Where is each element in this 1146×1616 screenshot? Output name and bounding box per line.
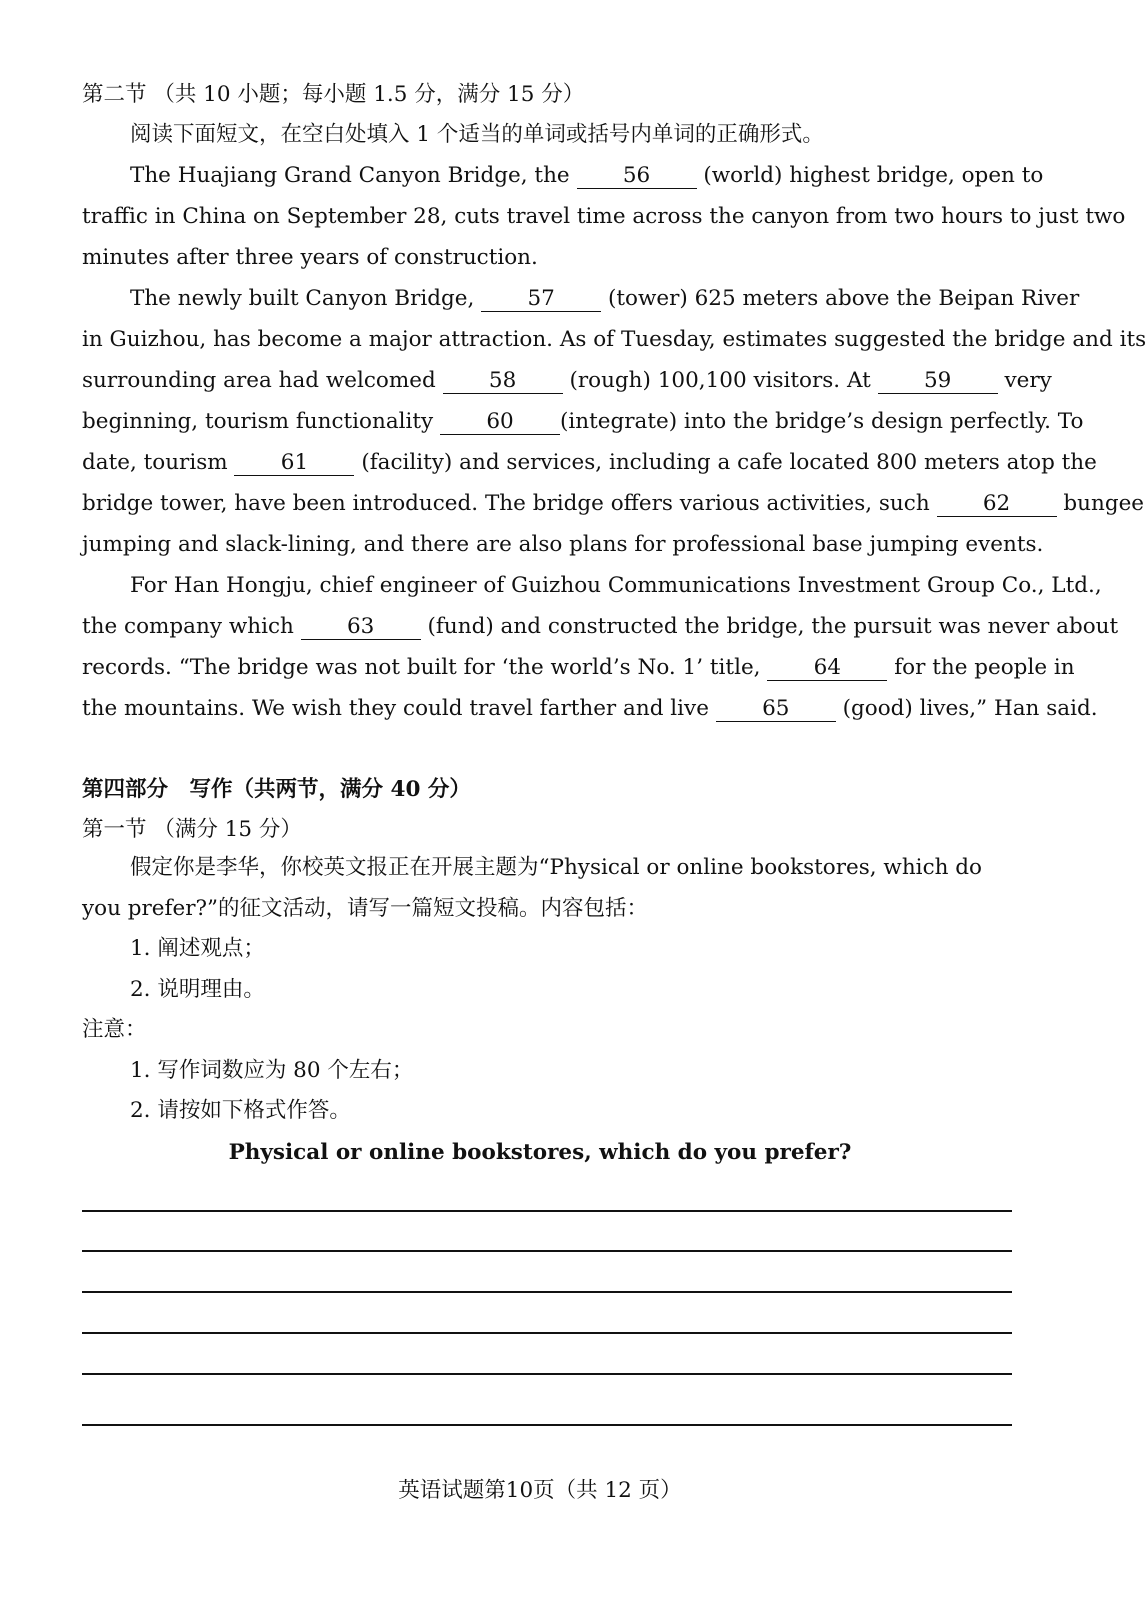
text: date, tourism — [82, 450, 228, 475]
section2-instruction: 阅读下面短文，在空白处填入 1 个适当的单词或括号内单词的正确形式。 — [130, 122, 824, 147]
text: (rough) 100,100 visitors. At — [569, 368, 871, 393]
text: The Huajiang Grand Canyon Bridge, the — [130, 163, 570, 188]
blank-56[interactable]: 56 — [577, 164, 697, 189]
text: (integrate) into the bridge’s design perfectly. To — [560, 409, 1084, 434]
p3-line4 — [82, 694, 1098, 724]
p3-line2 — [82, 612, 1119, 642]
p1-line3: minutes after three years of construction. — [82, 245, 538, 270]
blank-58[interactable]: 58 — [443, 369, 563, 394]
content-item-1: 1. 阐述观点； — [130, 936, 265, 961]
text: the company which — [82, 614, 294, 639]
prompt-line2: you prefer?”的征文活动，请写一篇短文投稿。内容包括： — [82, 896, 649, 921]
p2-line2: in Guizhou, has become a major attraction. As of Tuesday, estimates suggested the bridge and its — [82, 327, 1146, 352]
blank-63[interactable]: 63 — [301, 615, 421, 640]
page-footer: 英语试题第10页（共 12 页） — [398, 1478, 682, 1503]
writing-line[interactable] — [82, 1250, 1012, 1252]
part4-heading: 第四部分 写作（共两节，满分 40 分） — [82, 777, 471, 802]
part4-section1-heading: 第一节 （满分 15 分） — [82, 817, 302, 842]
content-item-2: 2. 说明理由。 — [130, 977, 265, 1002]
writing-line[interactable] — [82, 1210, 1012, 1212]
writing-line[interactable] — [82, 1332, 1012, 1334]
p3-line3 — [82, 653, 1075, 683]
p1-line1 — [130, 161, 1044, 191]
blank-60[interactable]: 60 — [440, 410, 560, 435]
blank-65[interactable]: 65 — [716, 697, 836, 722]
p2-line5 — [82, 448, 1097, 478]
text: (tower) 625 meters above the Beipan River — [608, 286, 1080, 311]
text: records. “The bridge was not built for ‘the world’s No. 1’ title, — [82, 655, 761, 680]
text: (world) highest bridge, open to — [703, 163, 1044, 188]
p2-line1 — [130, 284, 1080, 314]
text: surrounding area had welcomed — [82, 368, 436, 393]
writing-line[interactable] — [82, 1291, 1012, 1293]
text: The newly built Canyon Bridge, — [130, 286, 475, 311]
writing-line[interactable] — [82, 1424, 1012, 1426]
prompt-line1: 假定你是李华，你校英文报正在开展主题为“Physical or online bookstores, which do — [130, 855, 982, 880]
blank-64[interactable]: 64 — [767, 656, 887, 681]
essay-title: Physical or online bookstores, which do you prefer? — [228, 1140, 852, 1165]
text: bridge tower, have been introduced. The bridge offers various activities, such — [82, 491, 930, 516]
note-1: 1. 写作词数应为 80 个左右； — [130, 1058, 414, 1083]
p2-line3 — [82, 366, 1052, 396]
blank-62[interactable]: 62 — [937, 492, 1057, 517]
notes-label: 注意： — [82, 1017, 147, 1042]
text: very — [1004, 368, 1052, 393]
text: (fund) and constructed the bridge, the pursuit was never about — [427, 614, 1119, 639]
blank-59[interactable]: 59 — [878, 369, 998, 394]
text: (good) lives,” Han said. — [842, 696, 1098, 721]
text: beginning, tourism functionality — [82, 409, 434, 434]
section2-heading: 第二节 （共 10 小题；每小题 1.5 分，满分 15 分） — [82, 82, 585, 107]
text: for the people in — [894, 655, 1075, 680]
writing-line[interactable] — [82, 1373, 1012, 1375]
blank-57[interactable]: 57 — [481, 287, 601, 312]
p3-line1: For Han Hongju, chief engineer of Guizhou Communications Investment Group Co., Ltd., — [130, 573, 1102, 598]
p2-line6 — [82, 489, 1145, 519]
text: bungee — [1063, 491, 1145, 516]
p2-line7: jumping and slack-lining, and there are also plans for professional base jumping events. — [82, 532, 1044, 557]
text: (facility) and services, including a cafe located 800 meters atop the — [361, 450, 1097, 475]
text: the mountains. We wish they could travel farther and live — [82, 696, 709, 721]
blank-61[interactable]: 61 — [234, 451, 354, 476]
p1-line2: traffic in China on September 28, cuts travel time across the canyon from two hours to just two — [82, 204, 1126, 229]
note-2: 2. 请按如下格式作答。 — [130, 1098, 351, 1123]
p2-line4 — [82, 407, 1084, 437]
